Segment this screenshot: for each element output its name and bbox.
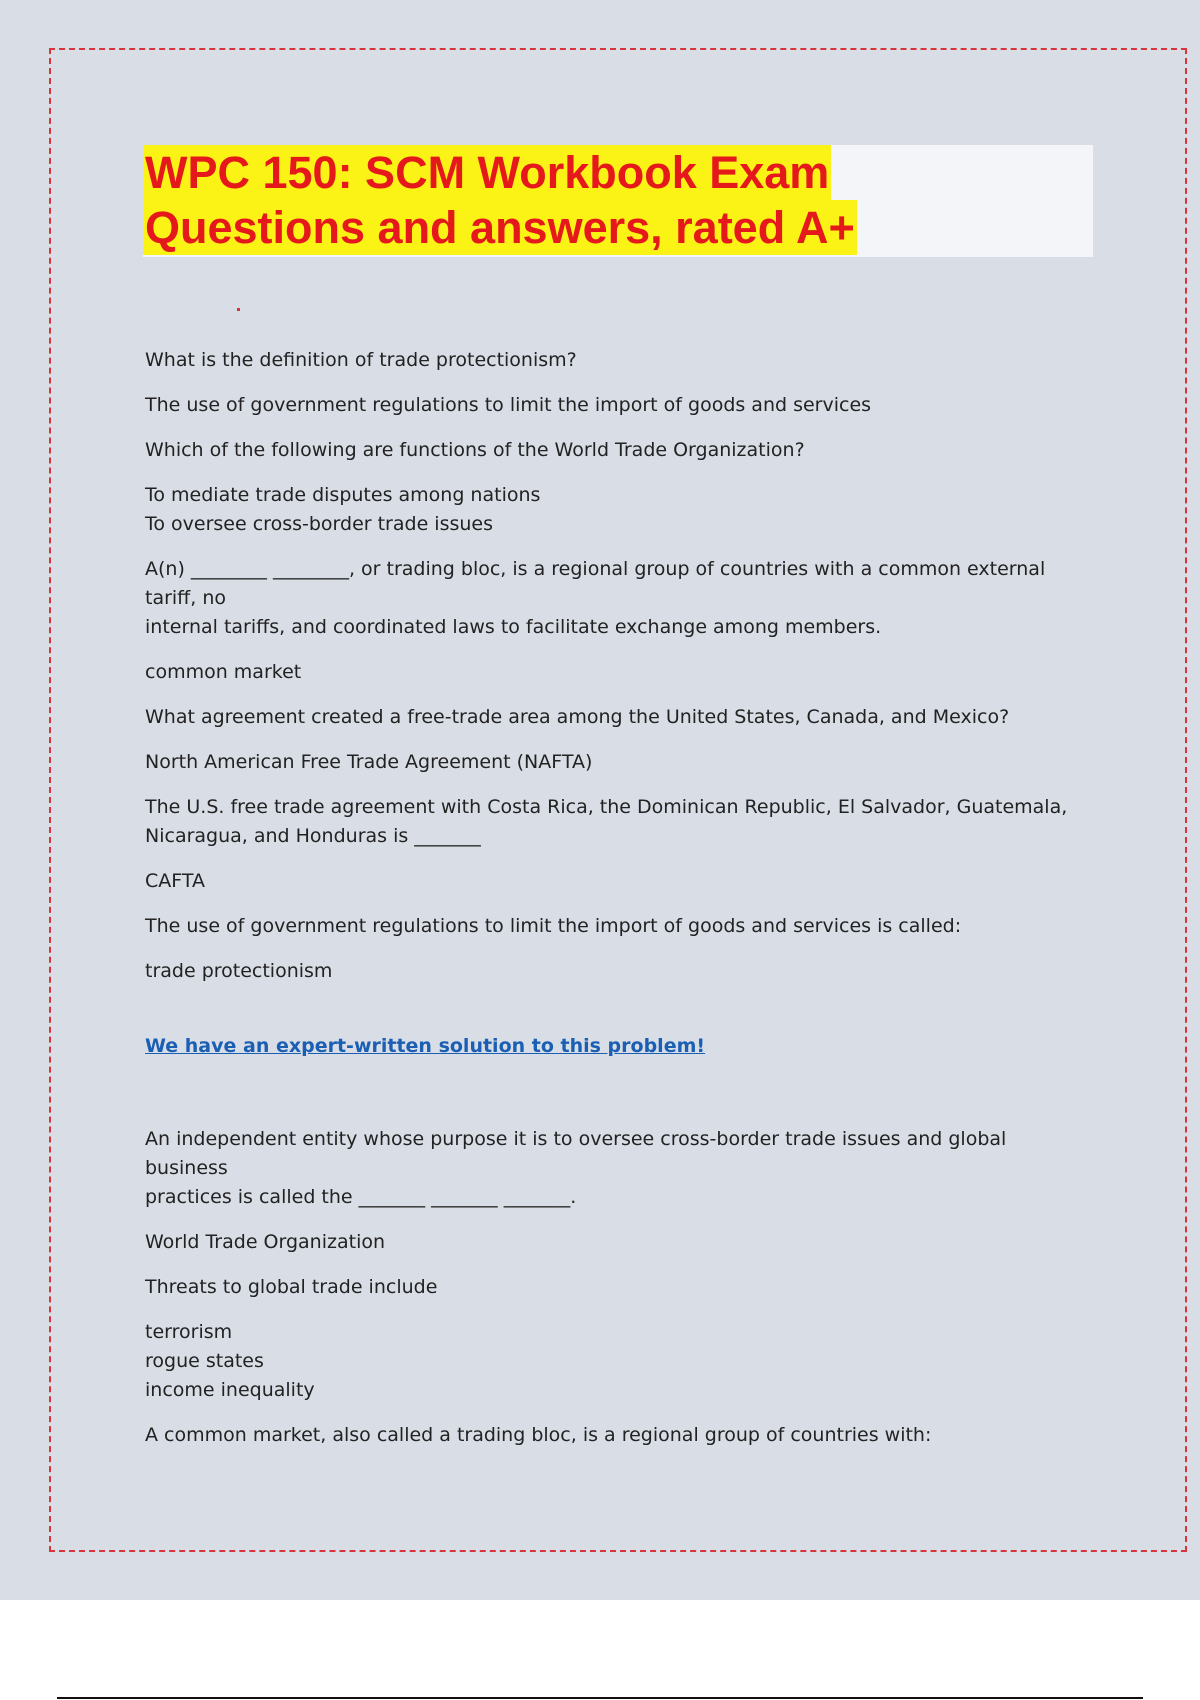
qa-paragraph xyxy=(145,436,1095,465)
qa-line: Threats to global trade include xyxy=(145,1276,438,1298)
qa-line: A common market, also called a trading bloc, is a regional group of countries with: xyxy=(145,1424,932,1446)
qa-paragraph xyxy=(145,748,1095,777)
qa-line: CAFTA xyxy=(145,870,205,892)
footer-divider xyxy=(57,1697,1143,1699)
qa-line: The use of government regulations to limit the import of goods and services xyxy=(145,394,872,416)
qa-line: North American Free Trade Agreement (NAFTA) xyxy=(145,751,593,773)
qa-line: A(n) ________ ________, or trading bloc, is a regional group of countries with a common external tariff, no xyxy=(145,558,1046,609)
qa-paragraph xyxy=(145,867,1095,896)
qa-content xyxy=(145,346,1095,1466)
expert-solution-link[interactable]: We have an expert-written solution to this problem! xyxy=(145,1035,706,1057)
qa-paragraph xyxy=(145,1318,1095,1405)
qa-paragraph xyxy=(145,658,1095,687)
solution-link-paragraph xyxy=(145,1032,1095,1061)
qa-line: terrorism xyxy=(145,1321,233,1343)
qa-line: practices is called the _______ _______ _______. xyxy=(145,1186,577,1208)
qa-paragraph xyxy=(145,1125,1095,1212)
qa-paragraph xyxy=(145,481,1095,539)
qa-line: common market xyxy=(145,661,302,683)
qa-line: Which of the following are functions of the World Trade Organization? xyxy=(145,439,805,461)
document-title-line-1: WPC 150: SCM Workbook Exam xyxy=(145,147,830,198)
qa-paragraph xyxy=(145,912,1095,941)
qa-paragraph xyxy=(145,793,1095,851)
qa-line: trade protectionism xyxy=(145,960,333,982)
qa-paragraph xyxy=(145,346,1095,375)
qa-line: The use of government regulations to limit the import of goods and services is called: xyxy=(145,915,962,937)
qa-paragraph xyxy=(145,1273,1095,1302)
qa-line: To oversee cross-border trade issues xyxy=(145,513,494,535)
qa-line: World Trade Organization xyxy=(145,1231,386,1253)
decorative-dot xyxy=(237,308,240,311)
qa-line: What agreement created a free-trade area among the United States, Canada, and Mexico? xyxy=(145,706,1010,728)
qa-line: What is the definition of trade protectionism? xyxy=(145,349,577,371)
qa-line: internal tariffs, and coordinated laws to facilitate exchange among members. xyxy=(145,616,882,638)
qa-line: rogue states xyxy=(145,1350,264,1372)
qa-line: income inequality xyxy=(145,1379,315,1401)
document-title-line-2: Questions and answers, rated A+ xyxy=(145,202,855,253)
qa-paragraph xyxy=(145,957,1095,986)
qa-list-bottom xyxy=(145,1125,1095,1450)
qa-line: The U.S. free trade agreement with Costa Rica, the Dominican Republic, El Salvador, Guatemala, xyxy=(145,796,1068,818)
qa-paragraph xyxy=(145,555,1095,642)
qa-line: An independent entity whose purpose it is to oversee cross-border trade issues and global business xyxy=(145,1128,1007,1179)
qa-paragraph xyxy=(145,391,1095,420)
qa-list-top xyxy=(145,346,1095,986)
qa-paragraph xyxy=(145,1421,1095,1450)
qa-paragraph xyxy=(145,1228,1095,1257)
qa-line: To mediate trade disputes among nations xyxy=(145,484,541,506)
qa-paragraph xyxy=(145,703,1095,732)
qa-line: Nicaragua, and Honduras is _______ xyxy=(145,825,481,847)
